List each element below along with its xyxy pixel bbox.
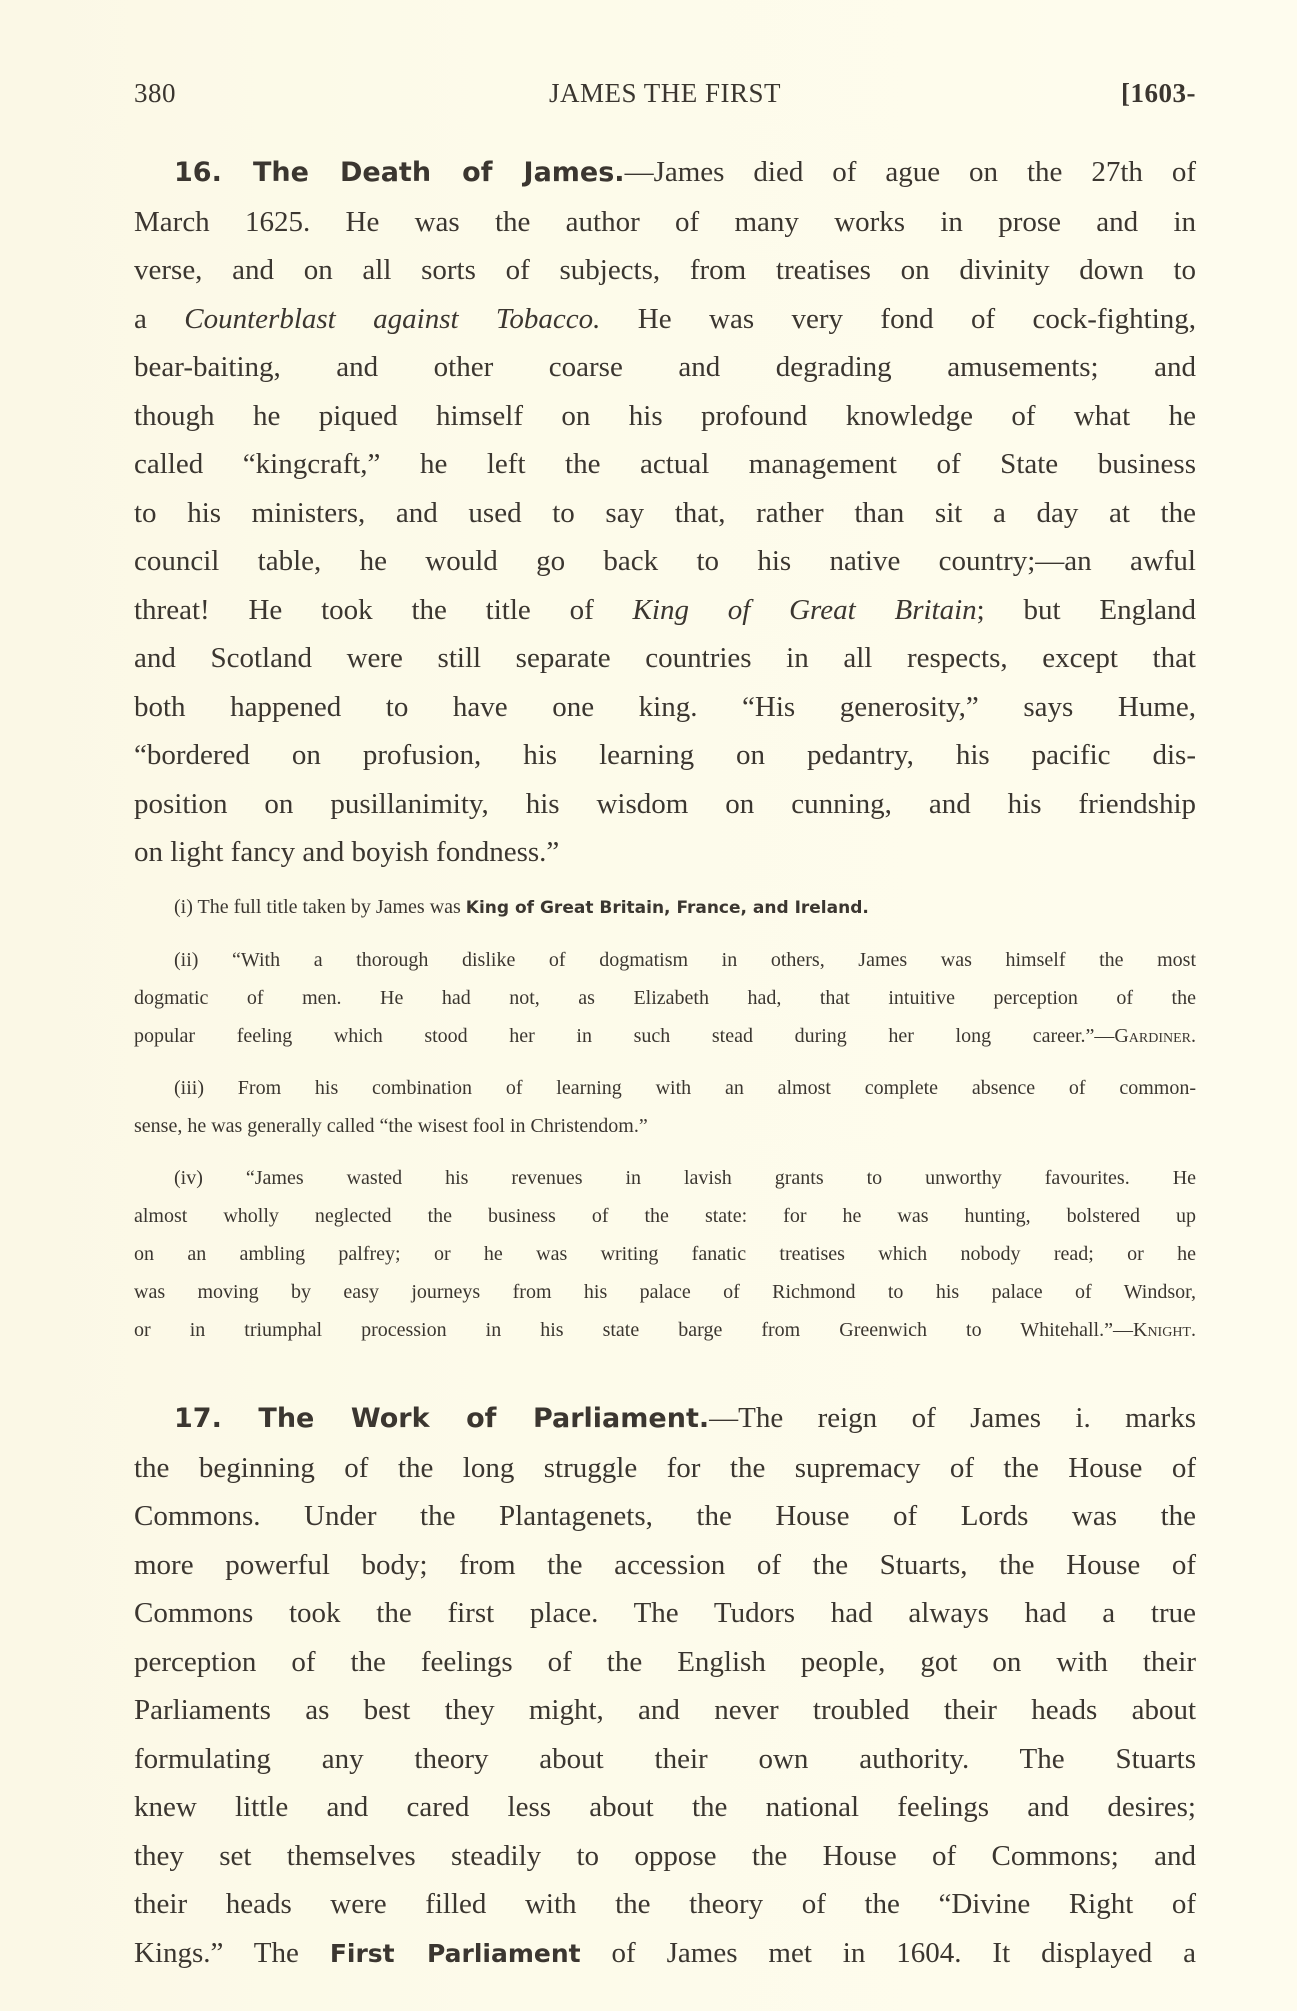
section-17 (134, 1394, 1196, 1978)
footnotes (134, 888, 1196, 1363)
text-line: Commons took the first place. The Tudors had always had a true (134, 1597, 1196, 1629)
text-line: “bordered on profusion, his learning on pedantry, his pacific dis- (134, 739, 1196, 771)
text-line: and Scotland were still separate countries in all respects, except that (134, 642, 1196, 674)
text-line: 17. The Work of Parliament.—The reign of James i. marks (174, 1402, 1196, 1434)
note-ii: (ii) “With a thorough dislike of dogmatism in others, James was himself the most dogmatic of men. He had not, as Elizabeth had, that intuitive perception of the popular feeling which stood her in such stead during her long career.”—Gardiner. (134, 949, 1197, 1047)
text-line: more powerful body; from the accession of the Stuarts, the House of (134, 1548, 1196, 1581)
text-line: Commons. Under the Plantagenets, the House of Lords was the (134, 1500, 1196, 1532)
note-iii: (iii) From his combination of learning with an almost complete absence of common- sense, he was generally called “the wisest fool in Christendom.” (134, 1077, 1197, 1137)
royal-title: King of Great Britain (632, 593, 977, 626)
text-line: though he piqued himself on his profound knowledge of what he (134, 399, 1196, 432)
text-line: on light fancy and boyish fondness.” (134, 836, 560, 868)
highlighted-term: First Parliament (329, 1938, 581, 1968)
author-attribution: Gardiner. (1114, 1025, 1196, 1047)
section-16 (134, 148, 1196, 877)
note-iv: (iv) “James wasted his revenues in lavish grants to unworthy favourites. He almost wholly neglected the business of the state: for he was hunting, bolstered up on an ambling palfrey; or he was writing fanatic treatises which nobody read; or he was moving by easy journeys from his palace of Richmond to his palace of Windsor, or in triumphal procession in his state barge from Greenwich to Whitehall.”—Knight. (134, 1167, 1197, 1341)
text-line: council table, he would go back to his native country;—an awful (134, 545, 1196, 577)
text-line: 16. The Death of James.—James died of ague on the 27th of (174, 156, 1197, 188)
text-line: a Counterblast against Tobacco. He was very fond of cock-fighting, (134, 302, 1197, 335)
page-number: 380 (134, 78, 176, 108)
text-line: the beginning of the long struggle for the supremacy of the House of (134, 1451, 1196, 1484)
section-heading: 16. The Death of James. (174, 157, 625, 188)
text-line: Parliaments as best they might, and never troubled their heads about (134, 1694, 1196, 1726)
note-i: (i) The full title taken by James was King of Great Britain, France, and Ireland. (174, 896, 869, 918)
author-attribution: Knight. (1133, 1319, 1196, 1341)
text-line: March 1625. He was the author of many works in prose and in (134, 205, 1196, 238)
text-line: perception of the feelings of the English people, got on with their (134, 1645, 1196, 1678)
text-line: formulating any theory about their own authority. The Stuarts (134, 1742, 1196, 1775)
text-line: both happened to have one king. “His generosity,” says Hume, (134, 690, 1196, 723)
book-title: Counterblast against Tobacco. (184, 302, 601, 335)
text-line: they set themselves steadily to oppose the House of Commons; and (134, 1839, 1196, 1872)
text-line: position on pusillanimity, his wisdom on cunning, and his friendship (134, 787, 1196, 820)
date-range: [1603- (1121, 78, 1196, 108)
section-heading: 17. The Work of Parliament. (174, 1403, 710, 1434)
text-line: verse, and on all sorts of subjects, from treatises on divinity down to (134, 254, 1196, 286)
text-line: Kings.” The First Parliament of James met in 1604. It displayed a (134, 1936, 1196, 1969)
text-line: to his ministers, and used to say that, rather than sit a day at the (134, 496, 1196, 529)
text-line: called “kingcraft,” he left the actual management of State business (134, 448, 1196, 480)
text-line: knew little and cared less about the national feelings and desires; (134, 1791, 1196, 1823)
text-line: threat! He took the title of King of Great Britain; but England (134, 593, 1197, 626)
running-title: JAMES THE FIRST (548, 78, 782, 108)
running-header (134, 78, 1196, 118)
text-line: bear-baiting, and other coarse and degrading amusements; and (134, 351, 1196, 383)
text-line: their heads were filled with the theory of the “Divine Right of (134, 1888, 1196, 1920)
